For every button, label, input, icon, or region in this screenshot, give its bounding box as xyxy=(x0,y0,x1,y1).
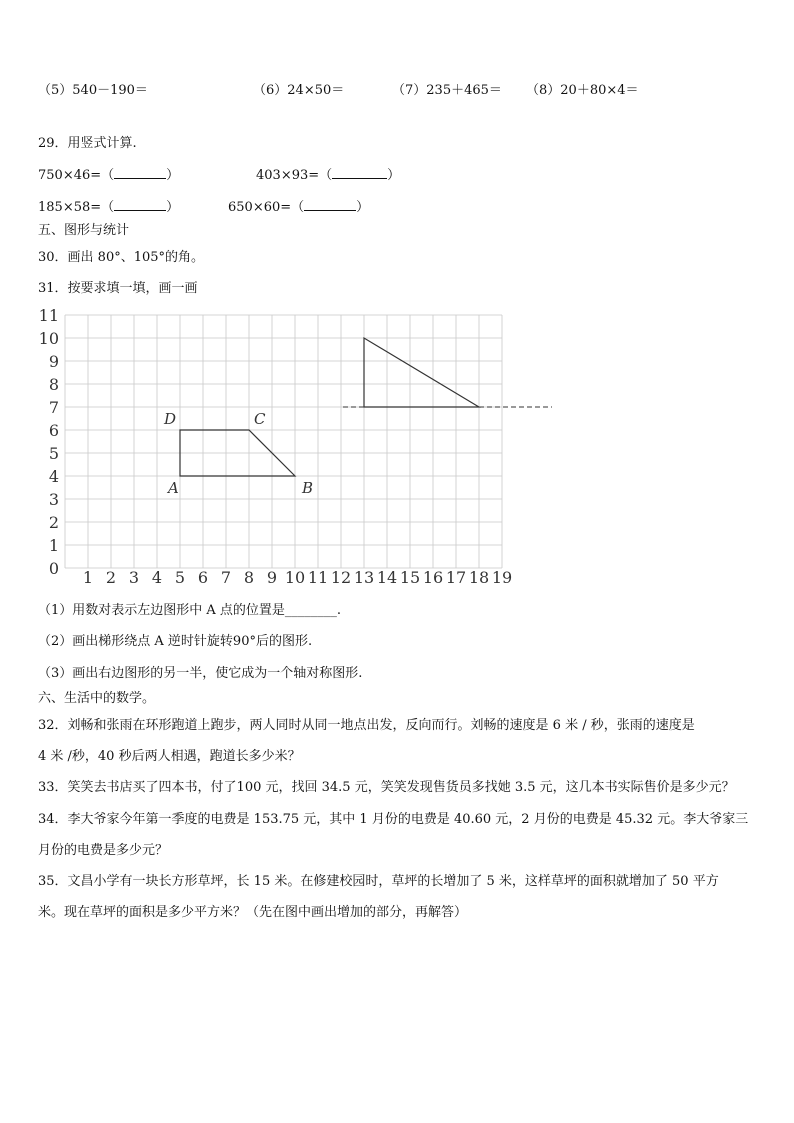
q35-line-1: 35．文昌小学有一块长方形草坪，长 15 米。在修建校园时，草坪的长增加了 5 米，这样草坪的面积就增加了 50 平方 xyxy=(38,874,719,889)
x-tick-label: 17 xyxy=(445,568,467,587)
paren-close: ） xyxy=(166,200,180,215)
x-tick-label: 3 xyxy=(128,568,140,587)
y-tick-label: 11 xyxy=(38,306,59,325)
q31-title: 31．按要求填一填，画一画 xyxy=(38,281,198,296)
q34-line-1: 34．李大爷家今年第一季度的电费是 153.75 元，其中 1 月份的电费是 40.60 元，2 月份的电费是 45.32 元。李大爷家三 xyxy=(38,812,749,827)
q29-expr: 185×58= xyxy=(38,200,102,215)
y-tick-label: 9 xyxy=(48,352,59,371)
y-tick-label: 0 xyxy=(48,559,59,578)
q33-text: 33．笑笑去书店买了四本书，付了100 元，找回 34.5 元，笑笑发现售货员多找她 3.5 元，这几本书实际售价是多少元？ xyxy=(38,780,735,795)
x-tick-label: 13 xyxy=(353,568,375,587)
section-6-heading: 六、生活中的数学。 xyxy=(38,691,156,706)
q29-expr: 750×46= xyxy=(38,168,102,183)
q29-expr: 650×60= xyxy=(228,200,292,215)
vertex-label-a: A xyxy=(168,479,179,497)
y-tick-label: 10 xyxy=(38,329,59,348)
x-tick-label: 19 xyxy=(491,568,513,587)
section-5-heading: 五、图形与统计 xyxy=(38,223,130,238)
paren-open: （ xyxy=(291,200,305,215)
calc-item-6: （6）24×50＝ xyxy=(253,83,345,98)
x-tick-label: 11 xyxy=(307,568,329,587)
paren-close: ） xyxy=(356,200,370,215)
q32-line-1: 32．刘畅和张雨在环形跑道上跑步，两人同时从同一地点出发，反向而行。刘畅的速度是 6 米 / 秒，张雨的速度是 xyxy=(38,718,695,733)
x-tick-label: 7 xyxy=(220,568,232,587)
calc-item-8: （8）20＋80×4＝ xyxy=(526,83,639,98)
y-tick-label: 5 xyxy=(48,444,59,463)
calc-item-7: （7）235＋465＝ xyxy=(392,83,502,98)
y-tick-label: 3 xyxy=(48,490,59,509)
x-tick-label: 4 xyxy=(151,568,163,587)
x-tick-label: 8 xyxy=(243,568,255,587)
x-tick-label: 10 xyxy=(284,568,306,587)
vertex-label-c: C xyxy=(254,410,266,428)
paren-open: （ xyxy=(101,168,115,183)
q32-line-2: 4 米 /秒，40 秒后两人相遇，跑道长多少米？ xyxy=(38,749,301,764)
y-tick-label: 6 xyxy=(48,421,59,440)
x-tick-label: 14 xyxy=(376,568,398,587)
vertex-label-d: D xyxy=(164,410,177,428)
x-tick-label: 2 xyxy=(105,568,117,587)
q29-expr: 403×93= xyxy=(256,168,320,183)
q35-line-2: 米。现在草坪的面积是多少平方米？（先在图中画出增加的部分，再解答） xyxy=(38,905,468,920)
right-half-figure xyxy=(364,338,479,407)
x-tick-label: 12 xyxy=(330,568,352,587)
y-tick-label: 1 xyxy=(48,536,59,555)
paren-open: （ xyxy=(101,200,115,215)
paren-open: （ xyxy=(319,168,333,183)
x-tick-label: 18 xyxy=(468,568,490,587)
x-tick-label: 5 xyxy=(174,568,186,587)
q31-sub1: （1）用数对表示左边图形中 A 点的位置是________. xyxy=(38,603,342,618)
x-tick-label: 1 xyxy=(82,568,94,587)
calc-item-5: （5）540－190＝ xyxy=(38,83,148,98)
x-tick-label: 15 xyxy=(399,568,421,587)
q31-sub3: （3）画出右边图形的另一半，使它成为一个轴对称图形. xyxy=(38,666,363,681)
q30-text: 30．画出 80°、105°的角。 xyxy=(38,250,205,265)
y-tick-label: 7 xyxy=(48,398,59,417)
y-tick-label: 4 xyxy=(48,467,59,486)
q29-title: 29．用竖式计算. xyxy=(38,136,137,151)
paren-close: ） xyxy=(166,168,180,183)
x-tick-label: 6 xyxy=(197,568,209,587)
x-tick-label: 16 xyxy=(422,568,444,587)
vertex-label-b: B xyxy=(302,479,314,497)
y-tick-label: 8 xyxy=(48,375,59,394)
y-tick-label: 2 xyxy=(48,513,59,532)
paren-close: ） xyxy=(387,168,401,183)
x-tick-label: 9 xyxy=(266,568,278,587)
q31-sub2: （2）画出梯形绕点 A 逆时针旋转90°后的图形. xyxy=(38,634,313,649)
q34-line-2: 月份的电费是多少元？ xyxy=(38,843,169,858)
